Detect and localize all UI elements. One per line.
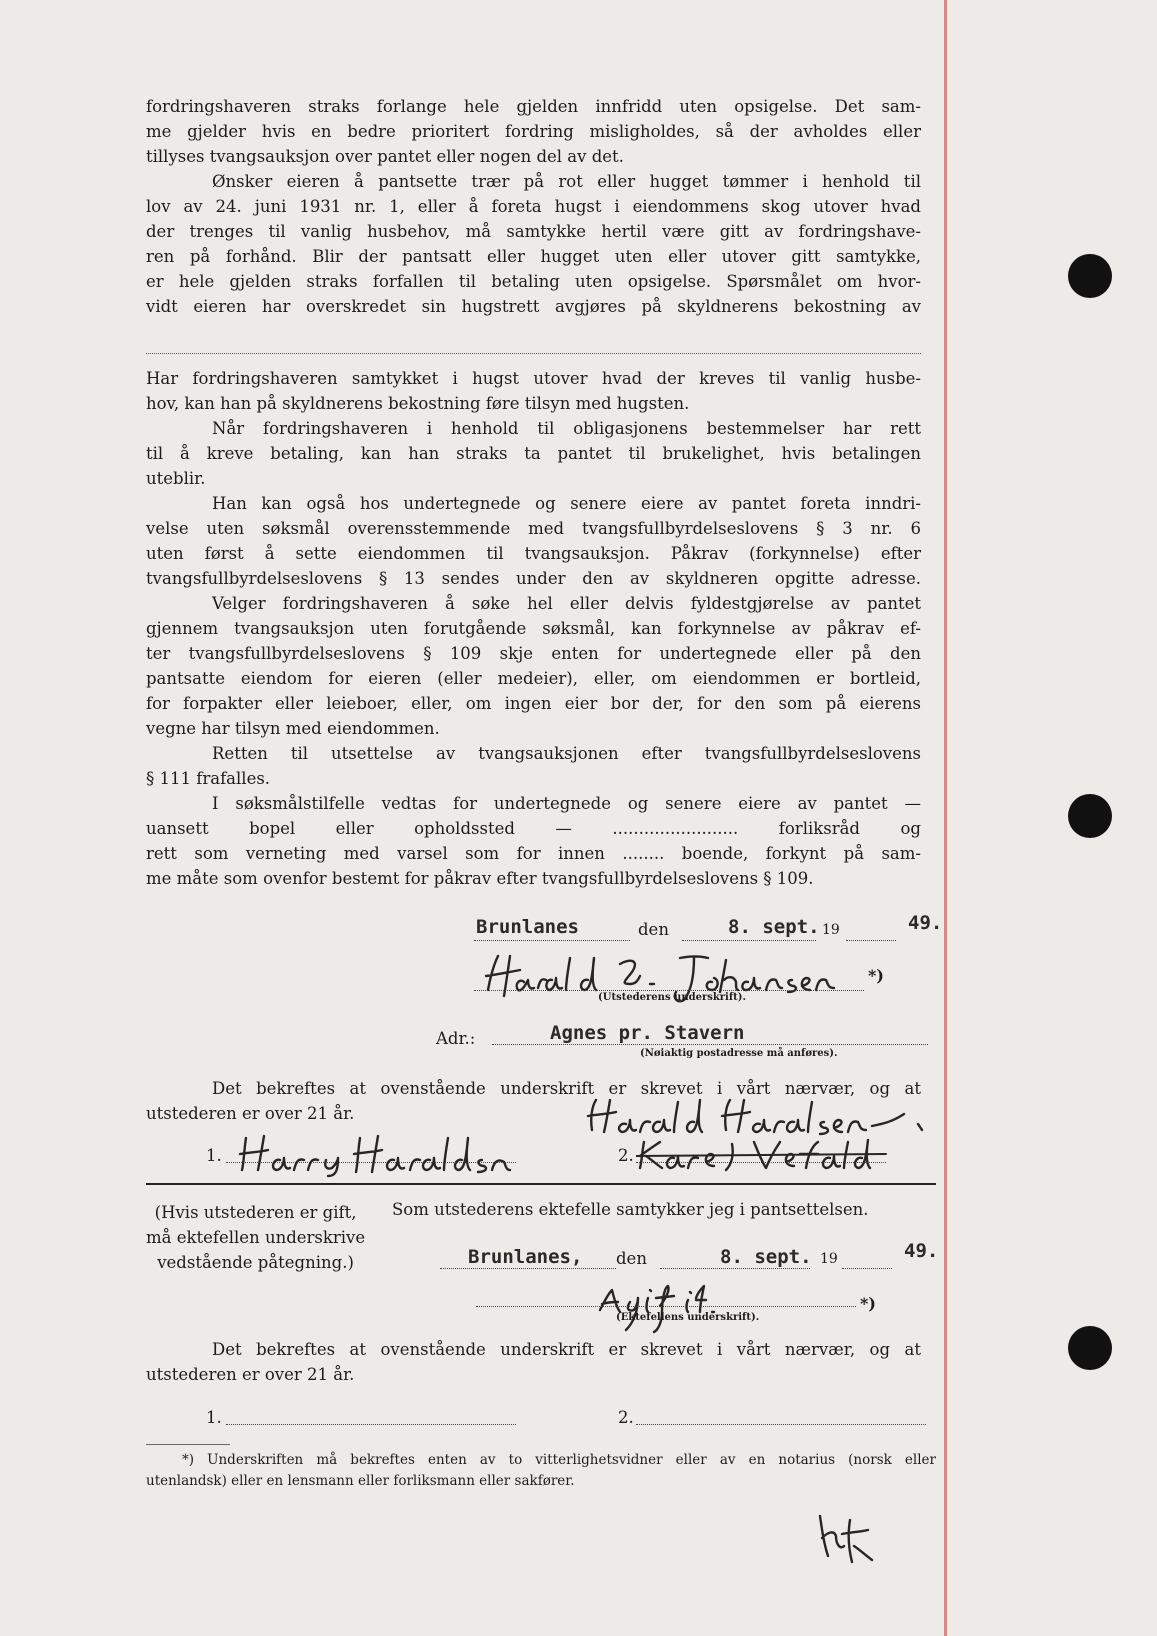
- text-line: uteblir.: [146, 469, 206, 488]
- spouse-year-prefix: 19: [820, 1251, 838, 1267]
- text-line: vidt eieren har overskredet sin hugstrett avgjøres på skyldnerens bekostning av: [146, 297, 921, 316]
- spouse-instruction-note: [146, 1200, 365, 1275]
- witness-2-2-dotline: [636, 1424, 926, 1425]
- text-line: Retten til utsettelse av tvangsauksjonen efter tvangsfullbyrdelseslovens: [212, 744, 921, 763]
- spouse-den-label: den: [616, 1249, 647, 1268]
- spouse-signature-caption: (Ektefellens underskrift).: [616, 1312, 760, 1323]
- year-prefix: 19: [822, 922, 840, 938]
- text-line: Det bekreftes at ovenstående underskrift er skrevet i vårt nærvær, og at: [212, 1079, 921, 1098]
- text-line: uten først å sette eiendommen til tvangsauksjon. Påkrav (forkynnelse) efter: [146, 544, 921, 563]
- text-line: utstederen er over 21 år.: [146, 1104, 355, 1123]
- witness-2-number: 2.: [618, 1146, 634, 1165]
- text-line: I søksmålstilfelle vedtas for undertegnede og senere eiere av pantet —: [212, 794, 921, 813]
- punch-hole: [1068, 254, 1112, 298]
- address-dotline: [492, 1044, 928, 1045]
- text-line: Velger fordringshaveren å søke hel eller delvis fyldestgjørelse av pantet: [212, 594, 921, 613]
- date-dotline: [682, 940, 816, 941]
- text-line: ren på forhånd. Blir der pantsatt eller hugget uten eller utover gitt samtykke,: [146, 247, 921, 266]
- body-text-block-2: [146, 366, 921, 891]
- text-line: fordringshaveren straks forlange hele gjelden innfridd uten opsigelse. Det sam-: [146, 97, 921, 116]
- year-dotline: [846, 940, 896, 941]
- text-line: uansett bopel eller opholdssted — ........................ forliksråd og: [146, 819, 921, 838]
- text-line: for forpakter eller leieboer, eller, om ingen eier bor der, for den som på eierens: [146, 694, 921, 713]
- text-line: er hele gjelden straks forfallen til betaling uten opsigelse. Spørsmålet om hvor-: [146, 272, 921, 291]
- body-text-block-1: [146, 94, 921, 319]
- witness-1-number: 1.: [206, 1146, 222, 1165]
- punch-hole: [1068, 794, 1112, 838]
- text-line: til å kreve betaling, kan han straks ta pantet til brukelighet, hvis betalingen: [146, 444, 921, 463]
- footnote-line: *) Underskriften må bekreftes enten av to vitterlighetsvidner eller av en notarius (norsk eller: [182, 1452, 936, 1468]
- address-label: Adr.:: [436, 1029, 476, 1048]
- punch-hole: [1068, 1326, 1112, 1370]
- text-line: Han kan også hos undertegnede og senere eiere av pantet foreta inndri-: [212, 494, 921, 513]
- text-line: vegne har tilsyn med eiendommen.: [146, 719, 440, 738]
- note-line: vedstående påtegning.): [157, 1253, 354, 1272]
- text-line: Det bekreftes at ovenstående underskrift er skrevet i vårt nærvær, og at: [212, 1340, 921, 1359]
- text-line: lov av 24. juni 1931 nr. 1, eller å foreta hugst i eiendommens skog utover hvad: [146, 197, 921, 216]
- text-line: me måte som ovenfor bestemt for påkrav efter tvangsfullbyrdelseslovens § 109.: [146, 869, 814, 888]
- den-label: den: [638, 920, 669, 939]
- dotted-fill-line: [146, 353, 921, 354]
- text-line: Når fordringshaveren i henhold til obligasjonens bestemmelser har rett: [212, 419, 921, 438]
- text-line: me gjelder hvis en bedre prioritert fordring misligholdes, så der avholdes eller: [146, 122, 921, 141]
- witness-2-2-number: 2.: [618, 1408, 634, 1427]
- initials-handwritten-image: [810, 1510, 880, 1570]
- witness-2-1-number: 1.: [206, 1408, 222, 1427]
- text-line: Ønsker eieren å pantsette trær på rot eller hugget tømmer i henhold til: [212, 172, 921, 191]
- text-line: ter tvangsfullbyrdelseslovens § 109 skje enten for undertegnede eller på den: [146, 644, 921, 663]
- note-line: (Hvis utstederen er gift,: [154, 1203, 357, 1222]
- spouse-place: Brunlanes,: [468, 1246, 583, 1268]
- spouse-consent-text: Som utstederens ektefelle samtykker jeg i pantsettelsen.: [392, 1200, 869, 1219]
- text-line: gjennem tvangsauksjon uten forutgående søksmål, kan forkynnelse av påkrav ef-: [146, 619, 921, 638]
- signature-asterisk: *): [868, 966, 884, 985]
- spouse-year-dotline: [842, 1268, 892, 1269]
- text-line: utstederen er over 21 år.: [146, 1365, 355, 1384]
- issue-place: Brunlanes: [476, 916, 579, 938]
- note-line: må ektefellen underskrive: [146, 1228, 366, 1247]
- address-value: Agnes pr. Stavern: [550, 1022, 745, 1044]
- text-line: velse uten søksmål overensstemmende med tvangsfullbyrdelseslovens § 3 nr. 6: [146, 519, 921, 538]
- text-line: der trenges til vanlig husbehov, må samtykke hertil være gitt av fordringshave-: [146, 222, 921, 241]
- spouse-year: 49.: [904, 1240, 939, 1262]
- signature-caption: (Utstederens underskrift).: [598, 992, 746, 1003]
- signature-dotline: [474, 990, 864, 991]
- text-line: tvangsfullbyrdelseslovens § 13 sendes under den av skyldneren opgitte adresse.: [146, 569, 921, 588]
- text-line: rett som verneting med varsel som for innen ........ boende, forkynt på sam-: [146, 844, 921, 863]
- witness-statement-2: [146, 1337, 921, 1387]
- spouse-asterisk: *): [860, 1294, 876, 1313]
- red-margin-line: [944, 0, 947, 1636]
- spouse-place-dotline: [440, 1268, 616, 1269]
- witness-2-struck-signature-image: [636, 1136, 896, 1172]
- section-divider: [146, 1183, 936, 1185]
- issue-date: 8. sept.: [728, 916, 820, 938]
- witness-1-signature-image: [236, 1130, 516, 1178]
- text-line: § 111 frafalles.: [146, 769, 271, 788]
- text-line: pantsatte eiendom for eieren (eller medeier), eller, om eiendommen er bortleid,: [146, 669, 921, 688]
- place-dotline: [474, 940, 630, 941]
- spouse-signature-image: [594, 1282, 754, 1336]
- spouse-signature-dotline: [476, 1306, 856, 1307]
- footnote-line: utenlandsk) eller en lensmann eller forliksmann eller sakfører.: [146, 1473, 575, 1489]
- footnote: [146, 1450, 936, 1492]
- spouse-date-dotline: [660, 1268, 810, 1269]
- text-line: hov, kan han på skyldnerens bekostning føre tilsyn med hugsten.: [146, 394, 690, 413]
- witness-2-1-dotline: [226, 1424, 516, 1425]
- address-caption: (Nøiaktig postadresse må anføres).: [640, 1048, 838, 1059]
- text-line: Har fordringshaveren samtykket i hugst utover hvad der kreves til vanlig husbe-: [146, 369, 921, 388]
- footnote-rule: [146, 1444, 230, 1445]
- issue-year: 49.: [908, 912, 943, 934]
- text-line: tillyses tvangsauksjon over pantet eller nogen del av det.: [146, 147, 624, 166]
- spouse-date: 8. sept.: [720, 1246, 812, 1268]
